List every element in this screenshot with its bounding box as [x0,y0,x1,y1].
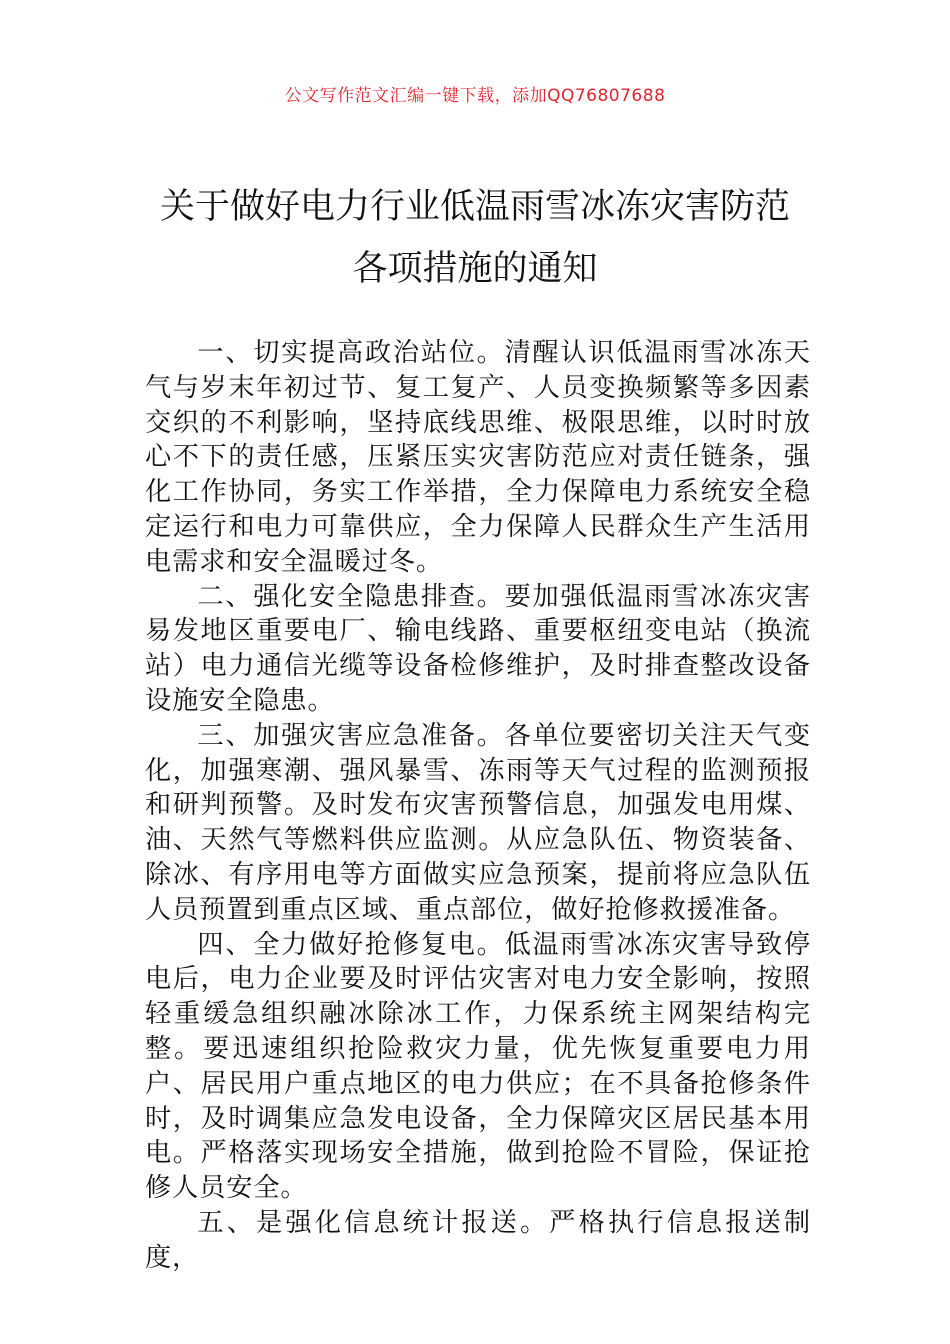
paragraph-5: 五、是强化信息统计报送。严格执行信息报送制度， [145,1207,811,1273]
document-title [120,176,830,300]
paragraph-4: 四、全力做好抢修复电。低温雨雪冰冻灾害导致停电后，电力企业要及时评估灾害对电力安全影响，按照轻重缓急组织融冰除冰工作，力保系统主网架结构完整。要迅速组织抢险救灾力量，优先恢复重要电力用户、居民用户重点地区的电力供应；在不具备抢修条件时，及时调集应急发电设备，全力保障灾区居民基本用电。严格落实现场安全措施，做到抢险不冒险，保证抢修人员安全。 [145,929,811,1204]
download-notice: 公文写作范文汇编一键下载，添加QQ76807688 [284,86,666,106]
title-line-2: 各项措施的通知 [352,249,598,289]
document-body [145,336,811,1276]
title-line-1: 关于做好电力行业低温雨雪冰冻灾害防范 [159,187,790,227]
paragraph-2: 二、强化安全隐患排查。要加强低温雨雪冰冻灾害易发地区重要电厂、输电线路、重要枢纽变电站（换流站）电力通信光缆等设备检修维护，及时排查整改设备设施安全隐患。 [145,581,811,716]
paragraph-3: 三、加强灾害应急准备。各单位要密切关注天气变化，加强寒潮、强风暴雪、冻雨等天气过程的监测预报和研判预警。及时发布灾害预警信息，加强发电用煤、油、天然气等燃料供应监测。从应急队伍、物资装备、除冰、有序用电等方面做实应急预案，提前将应急队伍人员预置到重点区域、重点部位，做好抢修救援准备。 [145,720,811,925]
paragraph-1: 一、切实提高政治站位。清醒认识低温雨雪冰冻天气与岁末年初过节、复工复产、人员变换频繁等多因素交织的不利影响，坚持底线思维、极限思维，以时时放心不下的责任感，压紧压实灾害防范应对责任链条，强化工作协同，务实工作举措，全力保障电力系统安全稳定运行和电力可靠供应，全力保障人民群众生产生活用电需求和安全温暖过冬。 [145,338,811,577]
